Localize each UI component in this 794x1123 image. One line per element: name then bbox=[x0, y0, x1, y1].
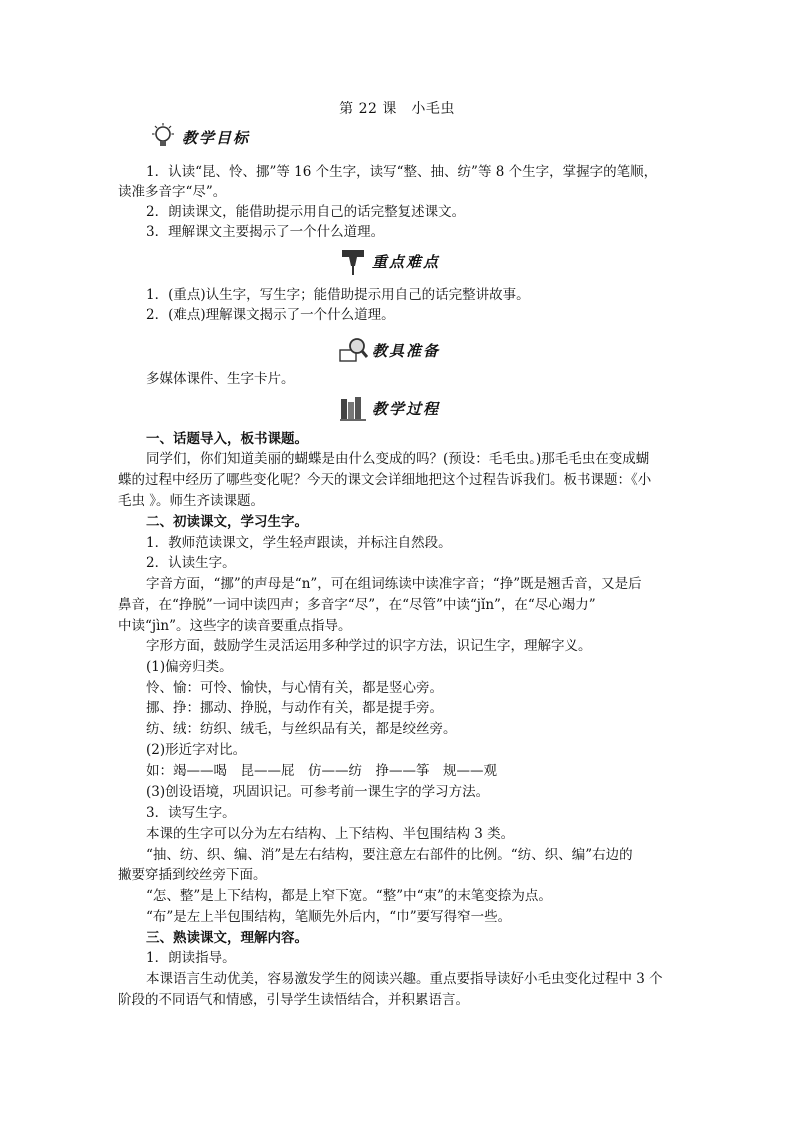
paragraph-line: 2．认读生字。 bbox=[146, 555, 236, 571]
section-header-goals bbox=[148, 121, 250, 153]
section-header-tools bbox=[338, 334, 440, 366]
paragraph-line: “布”是左上半包围结构，笔顺先外后内，“巾”要写得窄一些。 bbox=[146, 909, 512, 925]
paragraph-line: 本课语言生动优美，容易激发学生的阅读兴趣。重点要指导读好小毛虫变化过程中 3 个 bbox=[146, 971, 663, 987]
paragraph-line: “怎、整”是上下结构，都是上窄下宽。“整”中“束”的末笔变捺为点。 bbox=[146, 888, 552, 904]
paragraph-line: 阶段的不同语气和情感，引导学生读悟结合，并积累语言。 bbox=[118, 992, 469, 1008]
goal-1-line-1: 1．认读“昆、怜、挪”等 16 个生字，读写“整、抽、纺”等 8 个生字，掌握字的笔顺， bbox=[146, 164, 658, 180]
paragraph-line: 同学们，你们知道美丽的蝴蝶是由什么变成的吗？(预设：毛毛虫。)那毛毛虫在变成蝴 bbox=[146, 451, 650, 467]
paragraph-line: 如：竭——喝 昆——屁 仿——纺 挣——筝 规——观 bbox=[146, 763, 497, 779]
key-point-1: 1．(重点)认生字，写生字；能借助提示用自己的话完整讲故事。 bbox=[146, 287, 530, 303]
goal-1-line-2: 读准多音字“尽”。 bbox=[118, 184, 227, 200]
paragraph-line: 挪、挣：挪动、挣脱，与动作有关，都是提手旁。 bbox=[146, 700, 443, 716]
paragraph-line: 毛虫 》。师生齐读课题。 bbox=[118, 493, 265, 509]
pushpin-icon bbox=[338, 246, 368, 276]
paragraph-line: 鼻音，在“挣脱”一词中读四声；多音字“尽”，在“尽管”中读“jǐn”，在“尽心竭力” bbox=[118, 597, 596, 613]
heading-2: 二、初读课文，学习生字。 bbox=[146, 514, 308, 530]
paragraph-line: 1．朗读指导。 bbox=[146, 950, 236, 966]
paragraph-line: 蝶的过程中经历了哪些变化呢？今天的课文会详细地把这个过程告诉我们。板书课题：《小 bbox=[118, 472, 652, 488]
lightbulb-icon bbox=[148, 122, 178, 152]
paragraph-line: 字形方面，鼓励学生灵活运用多种学过的识字方法，识记生字，理解字义。 bbox=[146, 638, 592, 654]
section-label-goals: 教学目标 bbox=[182, 128, 251, 147]
paragraph-line: (3)创设语境，巩固识记。可参考前一课生字的学习方法。 bbox=[146, 784, 490, 800]
key-point-2: 2．(难点)理解课文揭示了一个什么道理。 bbox=[146, 307, 395, 323]
section-label-key: 重点难点 bbox=[372, 252, 441, 271]
section-label-tools: 教具准备 bbox=[372, 341, 441, 360]
page-title: 第 22 课 小毛虫 bbox=[339, 101, 455, 117]
paragraph-line: 怜、愉：可怜、愉快，与心情有关，都是竖心旁。 bbox=[146, 680, 443, 696]
paragraph-line: (2)形近字对比。 bbox=[146, 742, 247, 758]
books-icon bbox=[338, 393, 368, 423]
paragraph-line: 撇要穿插到绞丝旁下面。 bbox=[118, 867, 267, 883]
magnifier-icon bbox=[338, 335, 368, 365]
paragraph-line: (1)偏旁归类。 bbox=[146, 659, 233, 675]
paragraph-line: 本课的生字可以分为左右结构、上下结构、半包围结构 3 类。 bbox=[146, 826, 515, 842]
paragraph-line: 中读“jìn”。这些字的读音要重点指导。 bbox=[118, 618, 352, 634]
tools-text: 多媒体课件、生字卡片。 bbox=[146, 371, 295, 387]
heading-1: 一、话题导入，板书课题。 bbox=[146, 431, 308, 447]
section-label-process: 教学过程 bbox=[372, 399, 441, 418]
goal-3: 3．理解课文主要揭示了一个什么道理。 bbox=[146, 224, 385, 240]
paragraph-line: 1．教师范读课文，学生轻声跟读，并标注自然段。 bbox=[146, 535, 452, 551]
section-header-key bbox=[338, 245, 440, 277]
paragraph-line: 字音方面，“挪”的声母是“n”，可在组词练读中读准字音；“挣”既是翘舌音，又是后 bbox=[146, 576, 642, 592]
paragraph-line: 纺、绒：纺织、绒毛，与丝织品有关，都是绞丝旁。 bbox=[146, 721, 457, 737]
paragraph-line: “抽、纺、织、编、消”是左右结构，要注意左右部件的比例。“纺、织、编”右边的 bbox=[146, 847, 633, 863]
goal-2: 2．朗读课文，能借助提示用自己的话完整复述课文。 bbox=[146, 204, 466, 220]
paragraph-line: 3．读写生字。 bbox=[146, 805, 236, 821]
section-header-process bbox=[338, 392, 440, 424]
heading-3: 三、熟读课文，理解内容。 bbox=[146, 930, 308, 946]
